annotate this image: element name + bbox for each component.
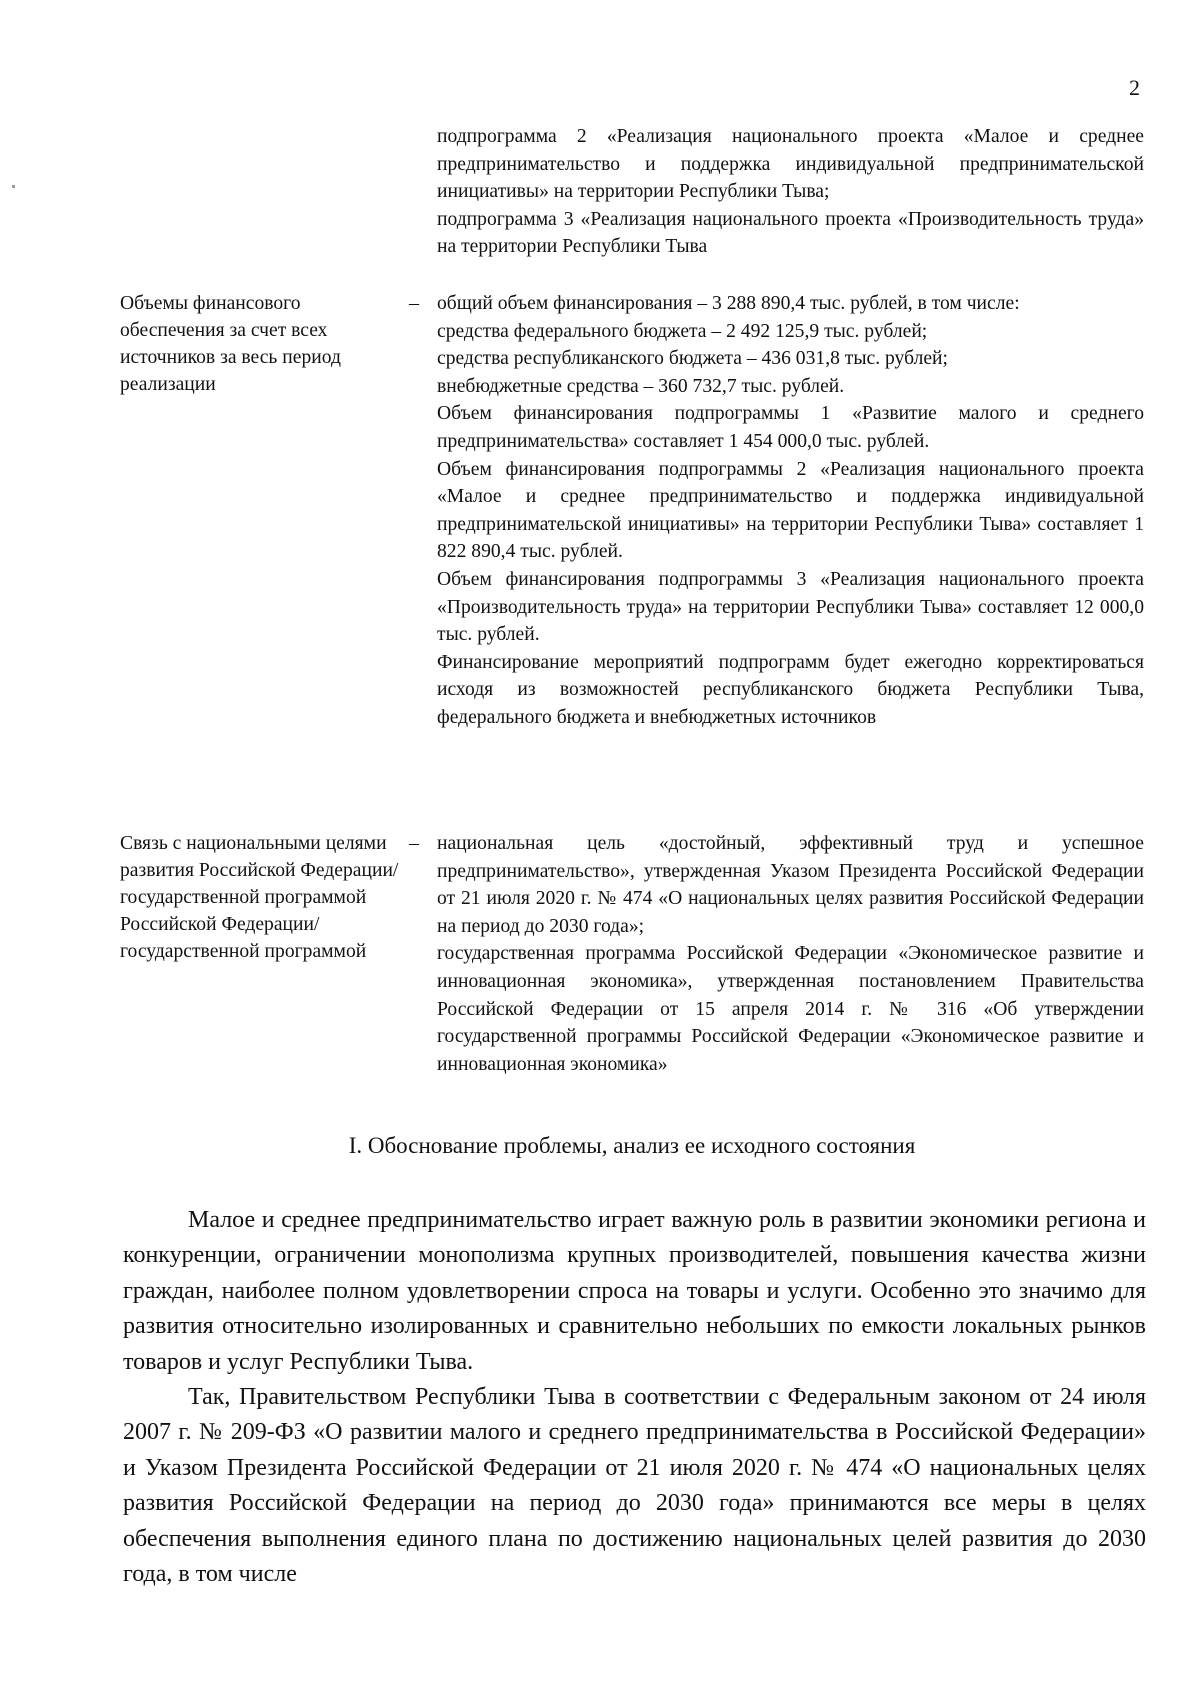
financing-text [437, 290, 1144, 732]
subprogram-3-text: подпрограмма 3 «Реализация национального проекта «Производительность труда» на территории Республики Тыва [437, 208, 1144, 258]
financing-subprogram-1: Объем финансирования подпрограммы 1 «Развитие малого и среднего предпринимательства» составляет 1 454 000,0 тыс. рублей. [437, 403, 1144, 452]
subprogram-2-text: подпрограмма 2 «Реализация национального проекта «Малое и среднее предпринимательство и поддержка индивидуальной предпринимательской инициативы» на территории Республики Тыва; [437, 126, 1144, 203]
scan-speck [12, 185, 15, 188]
body-paragraph: Так, Правительством Республики Тыва в соответствии с Федеральным законом от 24 июля 2007 г. № 209-ФЗ «О развитии малого и среднего предпринимательства в Российской Федерации» и Указом Президента Российской Федерации от 21 июля 2020 г. № 474 «О национальных целях развития Российской Федерации на период до 2030 года» принимаются все меры в целях обеспечения выполнения единого плана по достижению национальных целей развития до 2030 года, в том числе [123, 1384, 1146, 1588]
financing-subprogram-2: Объем финансирования подпрограммы 2 «Реализация национального проекта «Малое и среднее предпринимательство и поддержка индивидуальной предпринимательской инициативы» на территории Республики Тыва» составляет 1 822 890,4 тыс. рублей. [437, 458, 1144, 563]
financing-label: Объемы финансового обеспечения за счет всех источников за весь период реализации [120, 293, 341, 395]
financing-total: общий объем финансирования – 3 288 890,4 тыс. рублей, в том числе: [437, 293, 1020, 314]
page-number: 2 [1129, 75, 1140, 100]
body-paragraph: Малое и среднее предпринимательство играет важную роль в развитии экономики региона и конкуренции, ограничении монополизма крупных производителей, повышения качества жизни граждан, наиболее полном удовлетворении спроса на товары и услуги. Особенно это значимо для развития относительно изолированных и сравнительно небольших по емкости локальных рынков товаров и услуг Республики Тыва. [123, 1207, 1146, 1375]
financing-adjustment: Финансирование мероприятий подпрограмм будет ежегодно корректироваться исходя из возможностей республиканского бюджета Республики Тыва, федерального бюджета и внебюджетных источников [437, 651, 1144, 728]
national-goals-dash: – [409, 832, 419, 854]
national-goals-text [437, 830, 1144, 1078]
subprogram-list [437, 123, 1144, 261]
financing-subprogram-3: Объем финансирования подпрограммы 3 «Реализация национального проекта «Производительность труда» на территории Республики Тыва» составляет 12 000,0 тыс. рублей. [437, 568, 1144, 646]
national-goals-label: Связь с национальными целями развития Российской Федерации/ государственной программой Российской Федерации/ государственной программой [120, 833, 399, 962]
section-body [123, 1203, 1146, 1592]
financing-extrabudget: внебюджетные средства – 360 732,7 тыс. рублей. [437, 375, 845, 397]
section-heading: I. Обоснование проблемы, анализ ее исходного состояния [348, 1133, 916, 1158]
state-program: государственная программа Российской Федерации «Экономическое развитие и инновационная экономика», утвержденная постановлением Правительства Российской Федерации от 15 апреля 2014 г. № 316 «Об утверждении государственной программы Российской Федерации «Экономическое развитие и инновационная экономика» [437, 943, 1144, 1075]
financing-dash: – [409, 292, 419, 314]
financing-republic: средства республиканского бюджета – 436 031,8 тыс. рублей; [437, 348, 948, 370]
national-goal: национальная цель «достойный, эффективный труд и успешное предпринимательство», утвержденная Указом Президента Российской Федерации от 21 июля 2020 г. № 474 «О национальных целях развития Российской Федерации на период до 2030 года»; [437, 833, 1144, 937]
financing-federal: средства федерального бюджета – 2 492 125,9 тыс. рублей; [437, 320, 928, 342]
